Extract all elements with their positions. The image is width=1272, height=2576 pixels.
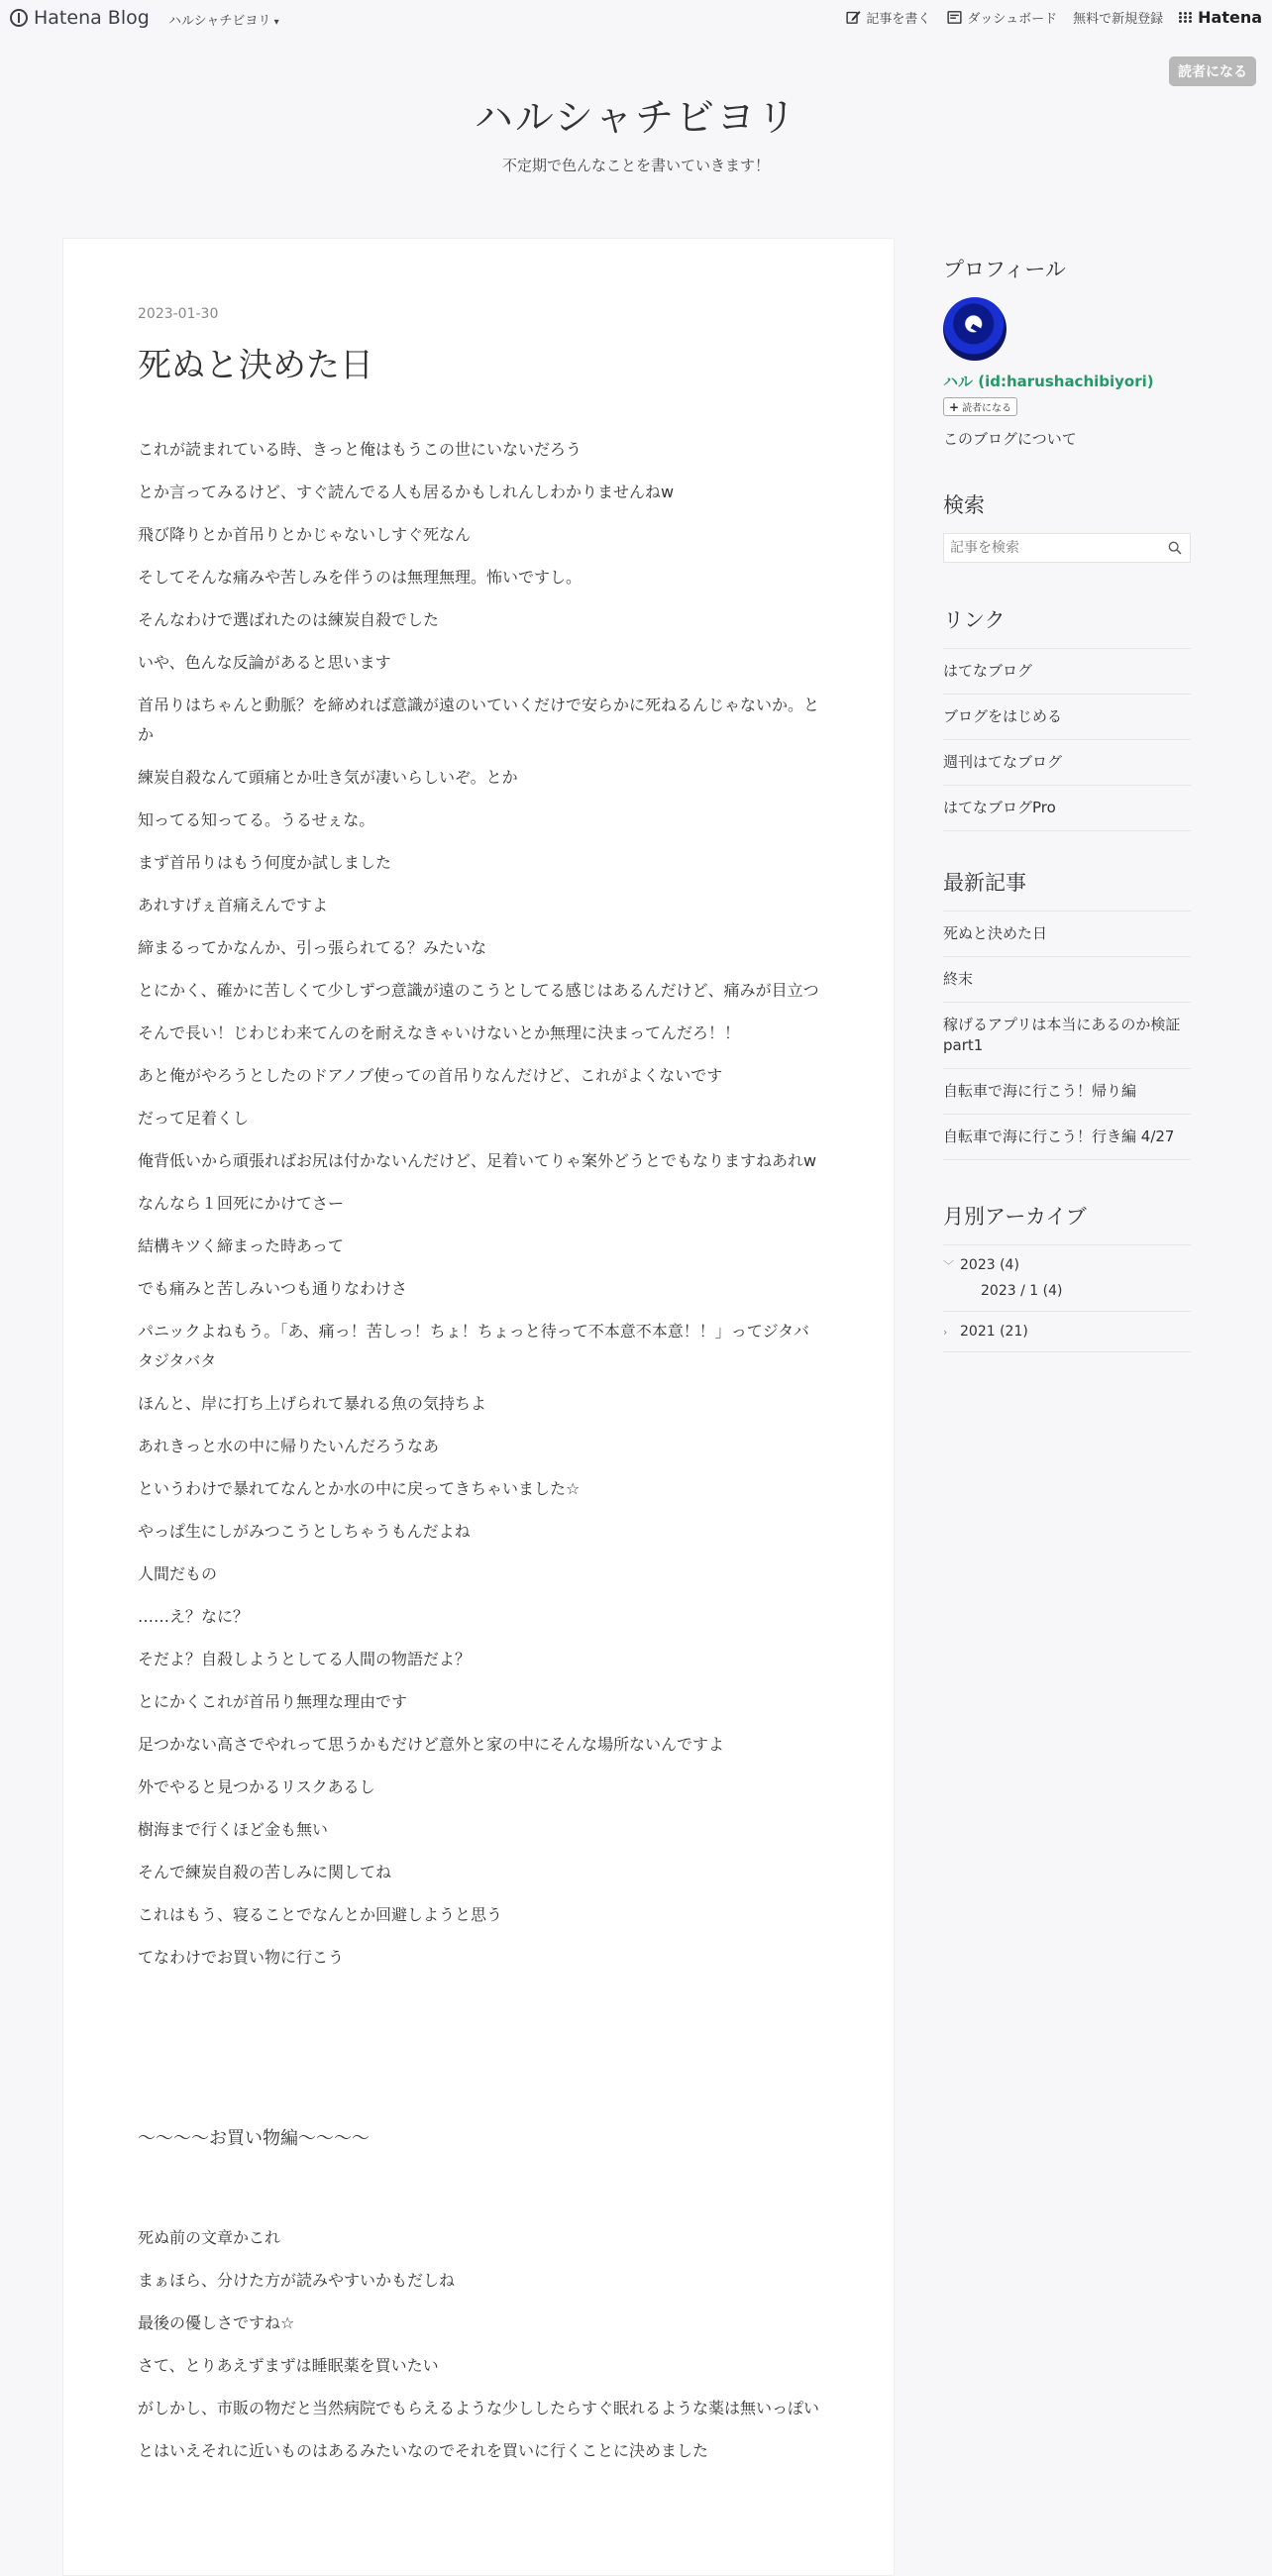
entry-paragraph: これはもう、寝ることでなんとか回避しようと思う: [138, 1905, 503, 1924]
hatena-blog-logo-icon: [10, 9, 28, 27]
entry-paragraph: ……え？なに？: [138, 1607, 250, 1626]
archive-year-2023-label[interactable]: 2023 (4): [960, 1257, 1019, 1273]
entry-paragraph: とにかく、確かに苦しくて少しずつ意識が遠のこうとしてる感じはあるんだけど、痛みが目立つ: [138, 981, 819, 1000]
hatena-blog-logo[interactable]: [10, 7, 150, 29]
entry-paragraph: だって足着くし: [138, 1109, 250, 1127]
archive-year-2023: [943, 1245, 1191, 1312]
recent-entry-item[interactable]: 自転車で海に行こう！帰り編: [943, 1069, 1191, 1115]
entry-paragraph: がしかし、市販の物だと当然病院でもらえるような少ししたらすぐ眠れるような薬は無いっぽい: [138, 2399, 820, 2417]
profile-name-link[interactable]: ハル (id:harushachibiyori): [943, 373, 1154, 390]
entry-paragraph: あれきっと水の中に帰りたいんだろうなあ: [138, 1437, 440, 1455]
link-item[interactable]: はてなブログPro: [943, 786, 1191, 831]
entry-paragraph: 人間だもの: [138, 1564, 218, 1583]
entry-paragraph: パニックよねもう。「あ、痛っ！苦しっ！ちょ！ちょっと待って不本意不本意！！」ってジタバタジタバタ: [138, 1322, 809, 1370]
recent-entries-list: [943, 911, 1191, 1160]
reader-button[interactable]: + 読者になる: [943, 397, 1017, 416]
entry-paragraph: 俺背低いから頑張ればお尻は付かないんだけど、足着いてりゃ案外どうとでもなりますねあれw: [138, 1151, 817, 1170]
signup-link[interactable]: 無料で新規登録: [1073, 12, 1164, 27]
entry-paragraph: 結構キツく締まった時あって: [138, 1236, 344, 1255]
entry-paragraph: 締まるってかなんか、引っ張られてる？みたいな: [138, 938, 487, 957]
chevron-down-icon[interactable]: ﹀: [943, 1259, 954, 1272]
hatena-dots-icon: [1179, 12, 1193, 23]
entry-paragraph: というわけで暴れてなんとか水の中に戻ってきちゃいました☆: [138, 1479, 581, 1498]
entry-body: [138, 435, 821, 2479]
entry-paragraph: そんで練炭自殺の苦しみに関してね: [138, 1863, 392, 1881]
archive-month-2023-01[interactable]: 2023 / 1 (4): [981, 1283, 1063, 1299]
entry-paragraph: そんなわけで選ばれたのは練炭自殺でした: [138, 610, 440, 629]
entry-paragraph: でも痛みと苦しみいつも通りなわけさ: [138, 1279, 408, 1298]
entry-paragraph: 外でやると見つかるリスクあるし: [138, 1777, 375, 1796]
chevron-right-icon[interactable]: ›: [943, 1325, 948, 1339]
blog-menu-dropdown[interactable]: ハルシャチビヨリ ▾: [168, 10, 279, 29]
entry-paragraph: そしてそんな痛みや苦しみを伴うのは無理無理。怖いですし。: [138, 568, 583, 587]
profile-title: プロフィール: [943, 258, 1066, 281]
entry-paragraph: 樹海まで行くほど金も無い: [138, 1820, 329, 1839]
link-item[interactable]: ブログをはじめる: [943, 695, 1191, 740]
blog-description: 不定期で色んなことを書いていきます！: [501, 157, 770, 174]
write-entry-link[interactable]: [845, 8, 930, 27]
entry-paragraph: やっぱ生にしがみつこうとしちゃうもんだよね: [138, 1522, 471, 1541]
dashboard-icon: [946, 9, 963, 26]
profile-module: [943, 254, 1191, 449]
blank-space: [138, 1986, 821, 2124]
links-list: [943, 648, 1191, 831]
entry-paragraph: なんなら１回死にかけてさー: [138, 1194, 345, 1213]
archive-year-2021-toggle[interactable]: [943, 1324, 1191, 1340]
recent-entry-item[interactable]: 終末: [943, 957, 1191, 1003]
archive-year-2023-toggle[interactable]: [943, 1257, 1191, 1273]
blog-title[interactable]: ハルシャチビヨリ: [474, 96, 798, 141]
entry-paragraph: ほんと、岸に打ち上げられて暴れる魚の気持ちよ: [138, 1394, 487, 1413]
search-input[interactable]: [944, 540, 1167, 556]
search-box: [943, 533, 1191, 563]
entry-paragraph: 飛び降りとか首吊りとかじゃないしすぐ死なん: [138, 525, 472, 544]
hatena-label: Hatena: [1198, 8, 1262, 27]
about-blog-link[interactable]: このブログについて: [943, 430, 1077, 448]
links-title: リンク: [943, 608, 1006, 632]
archive-title: 月別アーカイブ: [943, 1205, 1087, 1229]
links-module: [943, 604, 1191, 831]
archive-module: [943, 1201, 1191, 1352]
entry-paragraph: 最後の優しさですね☆: [138, 2313, 295, 2332]
entry-paragraph: いや、色んな反論があると思います: [138, 653, 391, 672]
archive-year-2021-label[interactable]: 2021 (21): [960, 1324, 1028, 1340]
entry-article: [62, 238, 895, 2576]
recent-entries-module: [943, 867, 1191, 1160]
dashboard-label: ダッシュボード: [967, 12, 1058, 27]
link-item[interactable]: はてなブログ: [943, 649, 1191, 695]
recent-entry-item[interactable]: 稼げるアプリは本当にあるのか検証part1: [943, 1003, 1191, 1069]
entry-paragraph: 知ってる知ってる。うるせぇな。: [138, 810, 375, 829]
link-item[interactable]: 週刊はてなブログ: [943, 740, 1191, 786]
search-module: [943, 489, 1191, 563]
archive-list: [943, 1244, 1191, 1352]
search-icon[interactable]: [1167, 540, 1183, 556]
entry-title[interactable]: 死ぬと決めた日: [138, 346, 373, 385]
global-nav: [845, 8, 1262, 27]
entry-paragraph: とか言ってみるけど、すぐ読んでる人も居るかもしれんしわかりませんねw: [138, 483, 675, 501]
entry-paragraph: さて、とりあえずまずは睡眠薬を買いたい: [138, 2356, 439, 2375]
write-label: 記事を書く: [866, 12, 931, 27]
entry-paragraph: あと俺がやろうとしたのドアノブ使っての首吊りなんだけど、これがよくないです: [138, 1066, 723, 1085]
blank-space: [138, 2154, 821, 2223]
global-header: [0, 0, 1272, 36]
hatena-account-link[interactable]: [1179, 8, 1262, 27]
entry-paragraph: とはいえそれに近いものはあるみたいなのでそれを買いに行くことに決めました: [138, 2441, 709, 2460]
search-title: 検索: [943, 493, 985, 517]
entry-paragraph: まぁほら、分けた方が読みやすいかもだしね: [138, 2271, 456, 2290]
entry-paragraph: そんで長い！じわじわ来てんのを耐えなきゃいけないとか無理に決まってんだろ！！: [138, 1023, 741, 1042]
entry-paragraph: てなわけでお買い物に行こう: [138, 1948, 345, 1967]
archive-year-2021: [943, 1312, 1191, 1352]
brand-label: Hatena Blog: [34, 7, 150, 29]
subscribe-button[interactable]: 読者になる: [1169, 56, 1256, 86]
entry-date[interactable]: 2023-01-30: [138, 306, 219, 322]
entry-paragraph: 死ぬ前の文章かこれ: [138, 2228, 281, 2247]
entry-paragraph: 練炭自殺なんて頭痛とか吐き気が凄いらしいぞ。とか: [138, 768, 518, 787]
entry-paragraph: あれすげぇ首痛えんですよ: [138, 896, 329, 914]
entry-paragraph: とにかくこれが首吊り無理な理由です: [138, 1692, 408, 1711]
avatar[interactable]: [943, 297, 1007, 361]
entry-paragraph: 首吊りはちゃんと動脈？を締めれば意識が遠のいていくだけで安らかに死ねるんじゃないか。とか: [138, 696, 820, 744]
entry-paragraph: まず首吊りはもう何度か試しました: [138, 853, 392, 872]
entry-paragraph: そだよ？自殺しようとしてる人間の物語だよ？: [138, 1650, 472, 1668]
section-heading: 〜〜〜〜お買い物編〜〜〜〜: [138, 2128, 370, 2149]
recent-entry-item[interactable]: 死ぬと決めた日: [943, 912, 1191, 957]
recent-entry-item[interactable]: 自転車で海に行こう！行き編 4/27: [943, 1115, 1191, 1160]
dashboard-link[interactable]: [946, 8, 1057, 27]
entry-paragraph: これが読まれている時、きっと俺はもうこの世にいないだろう: [138, 440, 583, 459]
recent-entries-title: 最新記事: [943, 871, 1026, 895]
pencil-icon: [845, 9, 862, 26]
entry-paragraph: 足つかない高さでやれって思うかもだけど意外と家の中にそんな場所ないんですよ: [138, 1735, 725, 1754]
